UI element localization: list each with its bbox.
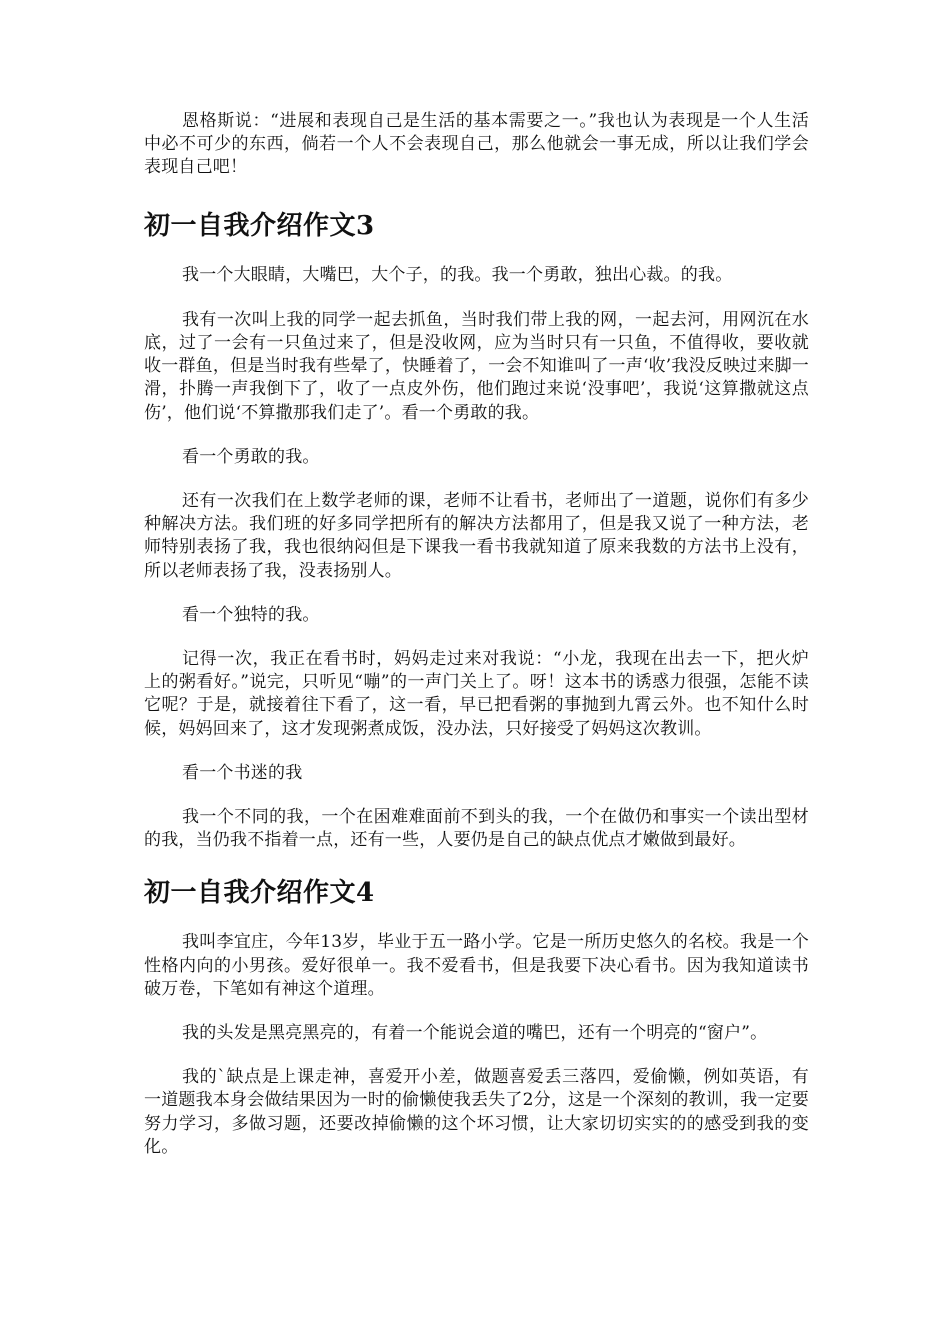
paragraph: 看一个勇敢的我。 (182, 446, 320, 467)
section-heading-3: 初一自我介绍作文3 (144, 210, 375, 241)
paragraph: 我有一次叫上我的同学一起去抓鱼，当时我们带上我的网，一起去河，用网沉在水底，过了一会有一只鱼过来了，但是没收网，应为当时只有一只鱼，不值得收，要收就收一群鱼，但是当时我有些晕了，快睡着了，一会不知谁叫了一声‘收’我没反映过来脚一滑，扑腾一声我倒下了，收了一点皮外伤，他们跑过来说‘没事吧’，我说‘这算撒就这点伤’，他们说‘不算撒那我们走了’。看一个勇敢的我。 (144, 309, 809, 423)
paragraph: 我的头发是黑亮黑亮的，有着一个能说会道的嘴巴，还有一个明亮的“窗户”。 (182, 1023, 768, 1044)
paragraph: 我一个大眼睛，大嘴巴，大个子，的我。我一个勇敢，独出心裁。的我。 (182, 264, 733, 285)
paragraph: 还有一次我们在上数学老师的课，老师不让看书，老师出了一道题，说你们有多少种解决方法。我们班的好多同学把所有的解决方法都用了，但是我又说了一种方法，老师特别表扬了我，我也很纳闷但是下课我一看书我就知道了原来我数的方法书上没有，所以老师表扬了我，没表扬别人。 (144, 491, 809, 581)
paragraph: 我叫李宜庄，今年13岁，毕业于五一路小学。它是一所历史悠久的名校。我是一个性格内向的小男孩。爱好很单一。我不爱看书，但是我要下决心看书。因为我知道读书破万卷，下笔如有神这个道理。 (144, 932, 809, 999)
section-heading-4: 初一自我介绍作文4 (144, 878, 375, 909)
paragraph: 看一个书迷的我 (182, 762, 303, 783)
document-body (144, 110, 809, 1159)
paragraph: 我一个不同的我，一个在困难难面前不到头的我，一个在做仍和事实一个读出型材的我，当仍我不指着一点，还有一些，人要仍是自己的缺点优点才嫩做到最好。 (144, 807, 809, 851)
paragraph: 我的`缺点是上课走神，喜爱开小差，做题喜爱丢三落四，爱偷懒，例如英语，有一道题我本身会做结果因为一时的偷懒使我丢失了2分，这是一个深刻的教训，我一定要努力学习，多做习题，还要改掉偷懒的这个坏习惯，让大家切切实实的的感受到我的变化。 (144, 1067, 809, 1157)
paragraph: 看一个独特的我。 (182, 604, 320, 625)
paragraph-quote-engels: 恩格斯说：“进展和表现自己是生活的基本需要之一。”我也认为表现是一个人生活中必不可少的东西，倘若一个人不会表现自己，那么他就会一事无成，所以让我们学会表现自己吧！ (144, 111, 809, 178)
paragraph: 记得一次，我正在看书时，妈妈走过来对我说：“小龙，我现在出去一下，把火炉上的粥看好。”说完，只听见“嘣”的一声门关上了。呀！这本书的诱惑力很强，怎能不读它呢？于是，就接着往下看了，这一看，早已把看粥的事抛到九霄云外。也不知什么时候，妈妈回来了，这才发现粥煮成饭，没办法，只好接受了妈妈这次教训。 (144, 649, 809, 739)
